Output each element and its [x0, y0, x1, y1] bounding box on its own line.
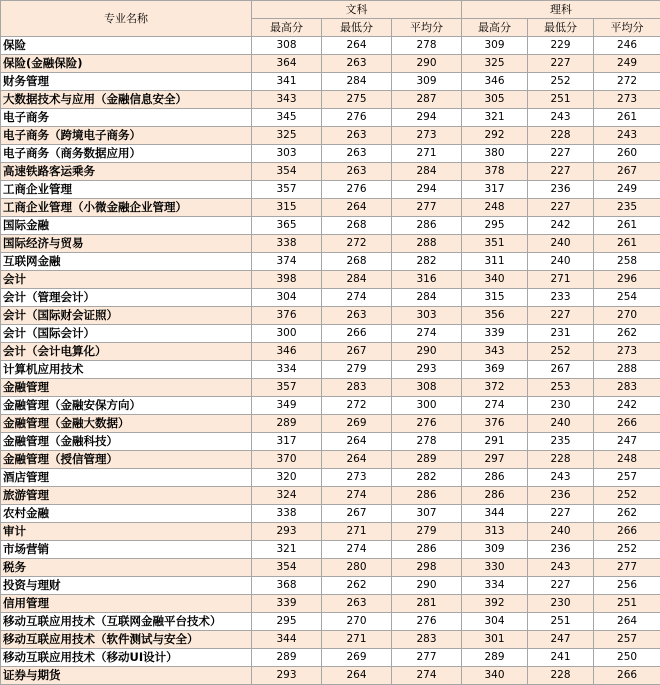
li-score-cell: 257 [594, 631, 660, 649]
li-score-cell: 261 [594, 109, 660, 127]
table-row [1, 649, 660, 667]
table-row [1, 55, 660, 73]
li-score-cell: 249 [594, 181, 660, 199]
wen-score-cell: 284 [322, 73, 392, 91]
li-score-cell: 227 [528, 163, 594, 181]
wen-score-cell: 298 [392, 559, 462, 577]
li-score-cell: 252 [594, 541, 660, 559]
major-name-cell: 会计 [1, 271, 252, 289]
major-name-cell: 保险 [1, 37, 252, 55]
li-score-cell: 251 [528, 613, 594, 631]
wen-score-cell: 263 [322, 595, 392, 613]
wen-score-cell: 287 [392, 91, 462, 109]
wen-score-cell: 289 [252, 649, 322, 667]
wen-score-cell: 263 [322, 307, 392, 325]
major-name-cell: 移动互联应用技术（软件测试与安全） [1, 631, 252, 649]
li-score-cell: 236 [528, 487, 594, 505]
wen-score-cell: 368 [252, 577, 322, 595]
wen-score-cell: 273 [392, 127, 462, 145]
wen-score-cell: 346 [252, 343, 322, 361]
li-score-cell: 231 [528, 325, 594, 343]
li-score-cell: 228 [528, 667, 594, 685]
wen-avg-header: 平均分 [392, 19, 462, 37]
li-score-cell: 351 [462, 235, 528, 253]
wen-score-cell: 278 [392, 37, 462, 55]
wen-score-cell: 308 [252, 37, 322, 55]
table-row [1, 451, 660, 469]
wen-score-cell: 354 [252, 163, 322, 181]
wen-score-cell: 286 [392, 217, 462, 235]
major-name-cell: 财务管理 [1, 73, 252, 91]
wen-score-cell: 286 [392, 541, 462, 559]
wen-score-cell: 272 [322, 235, 392, 253]
wen-score-cell: 264 [322, 451, 392, 469]
li-score-cell: 340 [462, 667, 528, 685]
major-name-cell: 农村金融 [1, 505, 252, 523]
li-score-cell: 273 [594, 91, 660, 109]
table-row [1, 145, 660, 163]
li-score-cell: 343 [462, 343, 528, 361]
wen-score-cell: 349 [252, 397, 322, 415]
wen-score-cell: 279 [392, 523, 462, 541]
table-row [1, 487, 660, 505]
table-row [1, 199, 660, 217]
table-row [1, 73, 660, 91]
wen-score-cell: 325 [252, 127, 322, 145]
wen-score-cell: 338 [252, 505, 322, 523]
li-score-cell: 266 [594, 523, 660, 541]
major-name-cell: 审计 [1, 523, 252, 541]
major-name-cell: 移动互联应用技术（移动UI设计） [1, 649, 252, 667]
li-score-cell: 228 [528, 451, 594, 469]
li-score-cell: 378 [462, 163, 528, 181]
major-name-cell: 金融管理（金融大数据） [1, 415, 252, 433]
wen-score-cell: 308 [392, 379, 462, 397]
li-score-cell: 339 [462, 325, 528, 343]
wen-score-cell: 357 [252, 181, 322, 199]
table-row [1, 289, 660, 307]
major-name-cell: 金融管理（金融科技） [1, 433, 252, 451]
major-name-cell: 会计（管理会计） [1, 289, 252, 307]
li-score-cell: 309 [462, 37, 528, 55]
li-score-cell: 272 [594, 73, 660, 91]
wen-score-cell: 263 [322, 145, 392, 163]
wen-score-cell: 274 [322, 541, 392, 559]
li-score-cell: 283 [594, 379, 660, 397]
major-name-cell: 金融管理（授信管理） [1, 451, 252, 469]
wen-score-cell: 398 [252, 271, 322, 289]
wen-score-cell: 286 [392, 487, 462, 505]
li-score-cell: 286 [462, 469, 528, 487]
li-score-cell: 376 [462, 415, 528, 433]
table-row [1, 253, 660, 271]
wen-score-cell: 374 [252, 253, 322, 271]
wen-score-cell: 289 [392, 451, 462, 469]
li-score-cell: 233 [528, 289, 594, 307]
wen-score-cell: 267 [322, 505, 392, 523]
wen-score-cell: 275 [322, 91, 392, 109]
li-score-cell: 250 [594, 649, 660, 667]
li-score-cell: 248 [594, 451, 660, 469]
wen-score-cell: 364 [252, 55, 322, 73]
li-score-cell: 369 [462, 361, 528, 379]
li-score-cell: 261 [594, 235, 660, 253]
wen-score-cell: 315 [252, 199, 322, 217]
li-score-cell: 313 [462, 523, 528, 541]
wen-score-cell: 289 [252, 415, 322, 433]
wen-score-cell: 324 [252, 487, 322, 505]
li-score-cell: 227 [528, 145, 594, 163]
li-score-cell: 304 [462, 613, 528, 631]
major-name-cell: 保险(金融保险) [1, 55, 252, 73]
wen-score-cell: 293 [252, 667, 322, 685]
major-name-cell: 酒店管理 [1, 469, 252, 487]
wen-score-cell: 274 [392, 325, 462, 343]
major-name-cell: 信用管理 [1, 595, 252, 613]
wen-score-cell: 303 [252, 145, 322, 163]
li-score-cell: 227 [528, 307, 594, 325]
li-score-cell: 243 [594, 127, 660, 145]
li-score-cell: 227 [528, 199, 594, 217]
table-row [1, 217, 660, 235]
table-row [1, 595, 660, 613]
wen-score-cell: 281 [392, 595, 462, 613]
wen-score-cell: 277 [392, 649, 462, 667]
table-body [1, 37, 660, 685]
table-row [1, 469, 660, 487]
wen-score-cell: 307 [392, 505, 462, 523]
wen-score-cell: 316 [392, 271, 462, 289]
wen-score-cell: 365 [252, 217, 322, 235]
table-row [1, 109, 660, 127]
li-avg-header: 平均分 [594, 19, 660, 37]
wen-score-cell: 278 [392, 433, 462, 451]
li-score-cell: 267 [528, 361, 594, 379]
wen-score-cell: 344 [252, 631, 322, 649]
li-score-cell: 311 [462, 253, 528, 271]
li-score-cell: 356 [462, 307, 528, 325]
li-score-cell: 286 [462, 487, 528, 505]
li-score-cell: 227 [528, 505, 594, 523]
wen-score-cell: 263 [322, 163, 392, 181]
wen-score-cell: 357 [252, 379, 322, 397]
wen-score-cell: 284 [392, 163, 462, 181]
li-score-cell: 261 [594, 217, 660, 235]
li-max-header: 最高分 [462, 19, 528, 37]
li-score-cell: 242 [528, 217, 594, 235]
li-score-cell: 344 [462, 505, 528, 523]
li-score-cell: 260 [594, 145, 660, 163]
wen-score-cell: 309 [392, 73, 462, 91]
li-score-cell: 274 [462, 397, 528, 415]
wen-score-cell: 264 [322, 199, 392, 217]
li-score-cell: 380 [462, 145, 528, 163]
wen-score-cell: 283 [322, 379, 392, 397]
li-score-cell: 264 [594, 613, 660, 631]
major-name-cell: 电子商务（跨境电子商务） [1, 127, 252, 145]
li-score-cell: 305 [462, 91, 528, 109]
wen-score-cell: 320 [252, 469, 322, 487]
major-name-cell: 会计（会计电算化） [1, 343, 252, 361]
wen-score-cell: 274 [392, 667, 462, 685]
wen-score-cell: 274 [322, 487, 392, 505]
major-name-cell: 电子商务（商务数据应用） [1, 145, 252, 163]
wen-score-cell: 272 [322, 397, 392, 415]
li-score-cell: 271 [528, 271, 594, 289]
wen-score-cell: 269 [322, 415, 392, 433]
wen-score-cell: 294 [392, 181, 462, 199]
wen-score-cell: 300 [252, 325, 322, 343]
li-score-cell: 258 [594, 253, 660, 271]
li-score-cell: 247 [528, 631, 594, 649]
li-score-cell: 254 [594, 289, 660, 307]
major-name-cell: 工商企业管理（小微金融企业管理） [1, 199, 252, 217]
wen-score-cell: 321 [252, 541, 322, 559]
li-score-cell: 266 [594, 667, 660, 685]
li-score-cell: 277 [594, 559, 660, 577]
wen-score-cell: 317 [252, 433, 322, 451]
table-row [1, 181, 660, 199]
wen-score-cell: 300 [392, 397, 462, 415]
table-row [1, 271, 660, 289]
major-name-cell: 互联网金融 [1, 253, 252, 271]
table-row [1, 37, 660, 55]
wen-score-cell: 266 [322, 325, 392, 343]
wen-score-cell: 276 [322, 181, 392, 199]
li-score-cell: 262 [594, 325, 660, 343]
li-score-cell: 235 [594, 199, 660, 217]
table-row [1, 523, 660, 541]
wen-score-cell: 334 [252, 361, 322, 379]
major-name-cell: 证券与期货 [1, 667, 252, 685]
table-row [1, 91, 660, 109]
wen-score-cell: 279 [322, 361, 392, 379]
table-row [1, 433, 660, 451]
li-score-cell: 325 [462, 55, 528, 73]
li-score-cell: 243 [528, 559, 594, 577]
li-score-cell: 230 [528, 595, 594, 613]
wen-score-cell: 283 [392, 631, 462, 649]
table-row [1, 577, 660, 595]
li-score-cell: 227 [528, 55, 594, 73]
wen-min-header: 最低分 [322, 19, 392, 37]
li-score-cell: 372 [462, 379, 528, 397]
table-row [1, 559, 660, 577]
li-score-cell: 317 [462, 181, 528, 199]
major-name-cell: 高速铁路客运乘务 [1, 163, 252, 181]
li-score-cell: 292 [462, 127, 528, 145]
wen-score-cell: 295 [252, 613, 322, 631]
li-score-cell: 252 [528, 343, 594, 361]
major-name-cell: 会计（国际财会证照） [1, 307, 252, 325]
li-score-cell: 236 [528, 541, 594, 559]
table-row [1, 667, 660, 685]
wen-max-header: 最高分 [252, 19, 322, 37]
li-score-cell: 295 [462, 217, 528, 235]
wen-score-cell: 290 [392, 343, 462, 361]
wen-score-cell: 284 [392, 289, 462, 307]
li-score-cell: 242 [594, 397, 660, 415]
wen-score-cell: 304 [252, 289, 322, 307]
major-name-cell: 国际金融 [1, 217, 252, 235]
wen-group-header: 文科 [252, 1, 462, 19]
major-name-cell: 市场营销 [1, 541, 252, 559]
wen-score-cell: 294 [392, 109, 462, 127]
table-row [1, 163, 660, 181]
li-score-cell: 289 [462, 649, 528, 667]
li-score-cell: 309 [462, 541, 528, 559]
li-score-cell: 340 [462, 271, 528, 289]
li-group-header: 理科 [462, 1, 660, 19]
major-name-cell: 投资与理财 [1, 577, 252, 595]
major-name-cell: 金融管理 [1, 379, 252, 397]
major-name-cell: 计算机应用技术 [1, 361, 252, 379]
table-row [1, 541, 660, 559]
li-score-cell: 240 [528, 415, 594, 433]
major-name-cell: 金融管理（金融安保方向） [1, 397, 252, 415]
li-score-cell: 270 [594, 307, 660, 325]
wen-score-cell: 276 [392, 613, 462, 631]
wen-score-cell: 282 [392, 253, 462, 271]
wen-score-cell: 341 [252, 73, 322, 91]
wen-score-cell: 338 [252, 235, 322, 253]
wen-score-cell: 282 [392, 469, 462, 487]
wen-score-cell: 303 [392, 307, 462, 325]
wen-score-cell: 288 [392, 235, 462, 253]
wen-score-cell: 293 [252, 523, 322, 541]
li-score-cell: 241 [528, 649, 594, 667]
li-score-cell: 392 [462, 595, 528, 613]
li-score-cell: 240 [528, 523, 594, 541]
li-score-cell: 246 [594, 37, 660, 55]
wen-score-cell: 271 [322, 631, 392, 649]
wen-score-cell: 268 [322, 217, 392, 235]
wen-score-cell: 268 [322, 253, 392, 271]
li-score-cell: 296 [594, 271, 660, 289]
li-score-cell: 256 [594, 577, 660, 595]
li-score-cell: 251 [528, 91, 594, 109]
li-min-header: 最低分 [528, 19, 594, 37]
wen-score-cell: 267 [322, 343, 392, 361]
li-score-cell: 334 [462, 577, 528, 595]
li-score-cell: 321 [462, 109, 528, 127]
wen-score-cell: 290 [392, 55, 462, 73]
wen-score-cell: 343 [252, 91, 322, 109]
major-name-cell: 国际经济与贸易 [1, 235, 252, 253]
table-header [1, 1, 660, 37]
major-name-cell: 大数据技术与应用（金融信息安全） [1, 91, 252, 109]
li-score-cell: 301 [462, 631, 528, 649]
wen-score-cell: 284 [322, 271, 392, 289]
li-score-cell: 240 [528, 235, 594, 253]
li-score-cell: 243 [528, 109, 594, 127]
table-row [1, 631, 660, 649]
wen-score-cell: 345 [252, 109, 322, 127]
wen-score-cell: 376 [252, 307, 322, 325]
li-score-cell: 236 [528, 181, 594, 199]
li-score-cell: 229 [528, 37, 594, 55]
major-name-header: 专业名称 [1, 1, 252, 37]
table-row [1, 325, 660, 343]
major-name-cell: 电子商务 [1, 109, 252, 127]
wen-score-cell: 270 [322, 613, 392, 631]
wen-score-cell: 339 [252, 595, 322, 613]
major-name-cell: 税务 [1, 559, 252, 577]
major-name-cell: 旅游管理 [1, 487, 252, 505]
wen-score-cell: 273 [322, 469, 392, 487]
table-row [1, 397, 660, 415]
li-score-cell: 248 [462, 199, 528, 217]
li-score-cell: 253 [528, 379, 594, 397]
wen-score-cell: 271 [392, 145, 462, 163]
li-score-cell: 346 [462, 73, 528, 91]
wen-score-cell: 264 [322, 667, 392, 685]
wen-score-cell: 263 [322, 127, 392, 145]
wen-score-cell: 269 [322, 649, 392, 667]
wen-score-cell: 354 [252, 559, 322, 577]
li-score-cell: 235 [528, 433, 594, 451]
li-score-cell: 227 [528, 577, 594, 595]
wen-score-cell: 271 [322, 523, 392, 541]
wen-score-cell: 276 [322, 109, 392, 127]
wen-score-cell: 293 [392, 361, 462, 379]
li-score-cell: 252 [528, 73, 594, 91]
table-row [1, 505, 660, 523]
li-score-cell: 257 [594, 469, 660, 487]
table-row [1, 415, 660, 433]
li-score-cell: 251 [594, 595, 660, 613]
li-score-cell: 266 [594, 415, 660, 433]
table-row [1, 127, 660, 145]
li-score-cell: 252 [594, 487, 660, 505]
wen-score-cell: 264 [322, 433, 392, 451]
major-name-cell: 移动互联应用技术（互联网金融平台技术） [1, 613, 252, 631]
wen-score-cell: 277 [392, 199, 462, 217]
wen-score-cell: 276 [392, 415, 462, 433]
wen-score-cell: 263 [322, 55, 392, 73]
li-score-cell: 315 [462, 289, 528, 307]
li-score-cell: 240 [528, 253, 594, 271]
li-score-cell: 273 [594, 343, 660, 361]
li-score-cell: 330 [462, 559, 528, 577]
li-score-cell: 291 [462, 433, 528, 451]
table-row [1, 613, 660, 631]
li-score-cell: 243 [528, 469, 594, 487]
li-score-cell: 297 [462, 451, 528, 469]
table-row [1, 307, 660, 325]
major-name-cell: 会计（国际会计） [1, 325, 252, 343]
wen-score-cell: 262 [322, 577, 392, 595]
li-score-cell: 288 [594, 361, 660, 379]
li-score-cell: 249 [594, 55, 660, 73]
wen-score-cell: 280 [322, 559, 392, 577]
table-row [1, 235, 660, 253]
major-name-cell: 工商企业管理 [1, 181, 252, 199]
wen-score-cell: 370 [252, 451, 322, 469]
li-score-cell: 267 [594, 163, 660, 181]
wen-score-cell: 290 [392, 577, 462, 595]
table-row [1, 343, 660, 361]
wen-score-cell: 264 [322, 37, 392, 55]
li-score-cell: 262 [594, 505, 660, 523]
table-row [1, 361, 660, 379]
wen-score-cell: 274 [322, 289, 392, 307]
table-row [1, 379, 660, 397]
li-score-cell: 230 [528, 397, 594, 415]
li-score-cell: 247 [594, 433, 660, 451]
li-score-cell: 228 [528, 127, 594, 145]
